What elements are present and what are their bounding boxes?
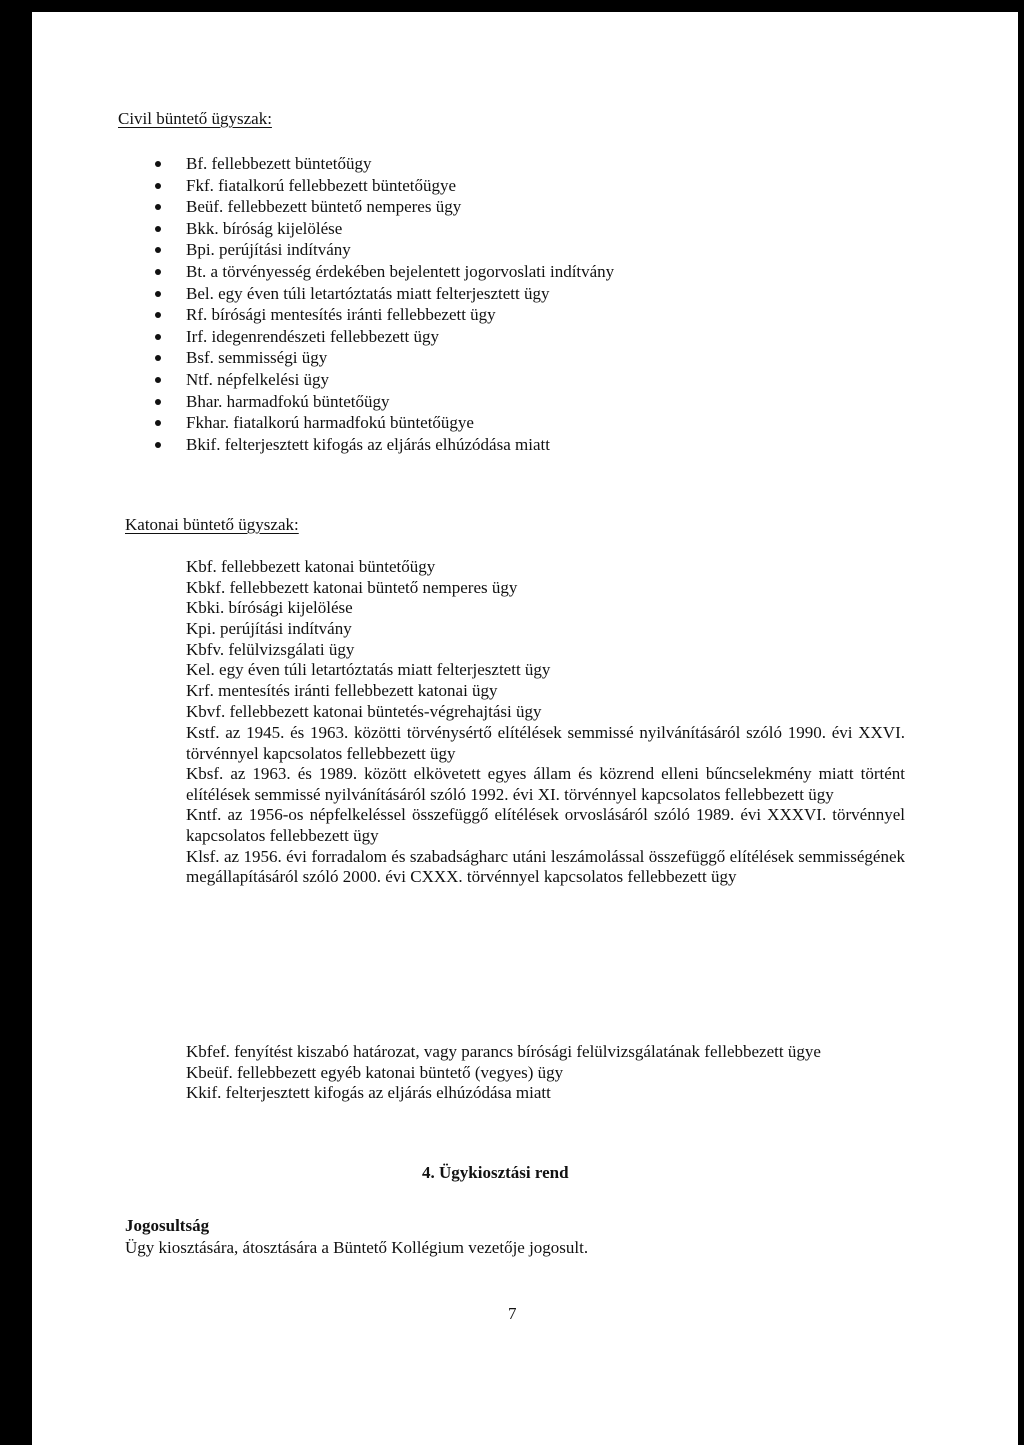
jogosultsag-text: Ügy kiosztására, átosztására a Büntető Kollégium vezetője jogosult. xyxy=(125,1238,589,1257)
list-item: Kpi. perújítási indítvány xyxy=(186,619,352,639)
bullet-icon xyxy=(155,183,161,189)
bullet-icon xyxy=(155,161,161,167)
list-item: Kbf. fellebbezett katonai büntetőügy xyxy=(186,557,436,576)
katonai-case-list xyxy=(186,557,550,723)
katonai-extra-entries xyxy=(186,1042,905,1104)
bullet-icon xyxy=(155,226,161,232)
list-item: Kbkf. fellebbezett katonai büntető nemperes ügy xyxy=(186,577,518,597)
list-item: Bel. egy éven túli letartóztatás miatt felterjesztett ügy xyxy=(155,283,614,305)
bullet-icon xyxy=(155,442,161,448)
katonai-long-entries xyxy=(186,723,905,888)
list-item: Bt. a törvényesség érdekében bejelentett jogorvoslati indítvány xyxy=(155,261,614,283)
katonai-section-heading: Katonai büntető ügyszak: xyxy=(125,515,299,534)
page-number: 7 xyxy=(508,1304,517,1323)
list-item: Fkf. fiatalkorú fellebbezett büntetőügye xyxy=(155,175,614,197)
list-item: Bf. fellebbezett büntetőügy xyxy=(155,153,614,175)
list-item: Kbfv. felülvizsgálati ügy xyxy=(186,639,355,659)
list-item: Fkhar. fiatalkorú harmadfokú büntetőügye xyxy=(155,412,614,434)
section-title: 4. Ügykiosztási rend xyxy=(422,1163,569,1182)
bullet-icon xyxy=(155,247,161,253)
bullet-icon xyxy=(155,355,161,361)
list-item: Bhar. harmadfokú büntetőügy xyxy=(155,391,614,413)
list-item: Kbeüf. fellebbezett egyéb katonai büntető (vegyes) ügy xyxy=(186,1062,564,1082)
bullet-icon xyxy=(155,420,161,426)
list-item: Klsf. az 1956. évi forradalom és szabadságharc utáni leszámolással összefüggő elítélések semmisségének megállapításáról szóló 2000. évi CXXX. törvénnyel kapcsolatos fellebbezett ügy xyxy=(186,846,905,887)
bullet-icon xyxy=(155,269,161,275)
list-item: Rf. bírósági mentesítés iránti fellebbezett ügy xyxy=(155,304,614,326)
list-item: Bsf. semmisségi ügy xyxy=(155,347,614,369)
bullet-icon xyxy=(155,399,161,405)
list-item: Kbfef. fenyítést kiszabó határozat, vagy parancs bírósági felülvizsgálatának fellebbezett ügye xyxy=(186,1042,821,1061)
list-item: Kel. egy éven túli letartóztatás miatt felterjesztett ügy xyxy=(186,660,551,680)
civil-section-heading: Civil büntető ügyszak: xyxy=(118,109,272,128)
list-item: Kbki. bírósági kijelölése xyxy=(186,598,353,618)
list-item: Kstf. az 1945. és 1963. közötti törvénysértő elítélések semmissé nyilvánításáról szóló 1990. évi XXVI. törvénnyel kapcsolatos fellebbezett ügy xyxy=(186,723,905,763)
civil-case-list xyxy=(155,153,614,455)
bullet-icon xyxy=(155,291,161,297)
list-item: Bpi. perújítási indítvány xyxy=(155,239,614,261)
jogosultsag-heading: Jogosultság xyxy=(125,1216,210,1235)
list-item: Beüf. fellebbezett büntető nemperes ügy xyxy=(155,196,614,218)
document-page xyxy=(32,12,1018,1445)
list-item: Kkif. felterjesztett kifogás az eljárás elhúzódása miatt xyxy=(186,1083,551,1103)
bullet-icon xyxy=(155,334,161,340)
list-item: Kbvf. fellebbezett katonai büntetés-végrehajtási ügy xyxy=(186,701,542,721)
list-item: Bkif. felterjesztett kifogás az eljárás elhúzódása miatt xyxy=(155,434,614,456)
list-item: Kbsf. az 1963. és 1989. között elkövetett egyes állam és közrend elleni bűncselekmény miatt történt elítélések semmissé nyilvánításáról szóló 1992. évi XI. törvénnyel kapcsolatos fellebbezett ügy xyxy=(186,764,905,804)
list-item: Kntf. az 1956-os népfelkeléssel összefüggő elítélések orvoslásáról szóló 1989. évi XXXVI. törvénnyel kapcsolatos fellebbezett ügy xyxy=(186,805,905,845)
list-item: Bkk. bíróság kijelölése xyxy=(155,218,614,240)
list-item: Ntf. népfelkelési ügy xyxy=(155,369,614,391)
list-item: Krf. mentesítés iránti fellebbezett katonai ügy xyxy=(186,681,498,701)
bullet-icon xyxy=(155,312,161,318)
list-item: Irf. idegenrendészeti fellebbezett ügy xyxy=(155,326,614,348)
bullet-icon xyxy=(155,204,161,210)
bullet-icon xyxy=(155,377,161,383)
